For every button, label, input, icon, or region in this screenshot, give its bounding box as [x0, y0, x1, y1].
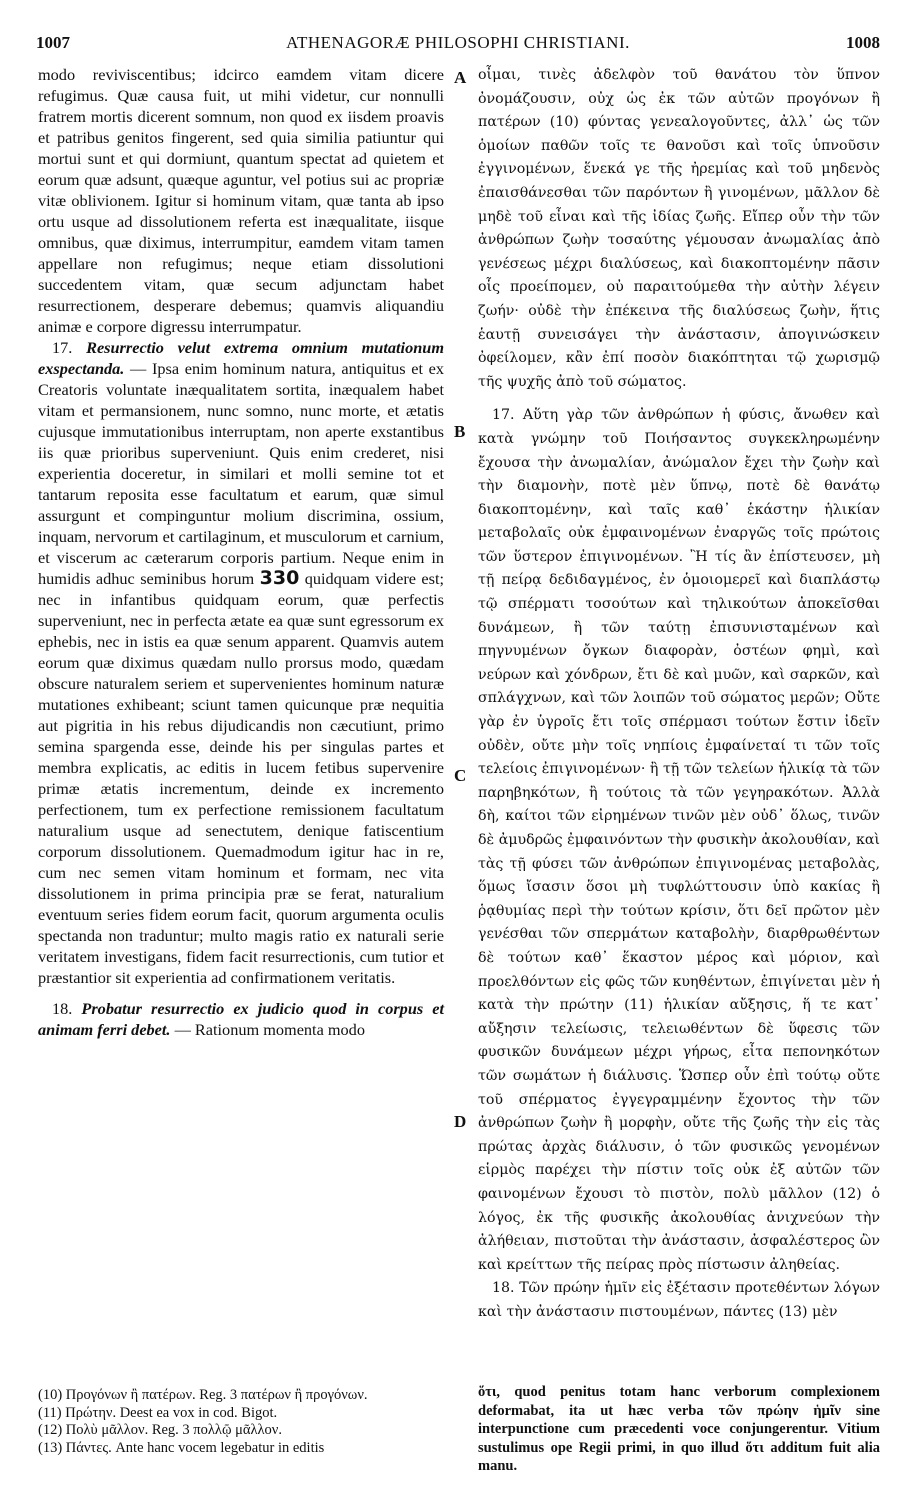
footnotes-left — [38, 1387, 448, 1457]
latin-paragraph-1: modo reviviscentibus; idcirco eamdem vitam dicere refugimus. Quæ causa fuit, ut mihi videtur, cur nonnulli fratrem mortis dicerent somnum, non quod ex iisdem proavis et patribus genitos fingerent, sed quia similia patiuntur qui mortui sunt et qui dormiunt, quantum spectat ad quietem et eorum quæ adsunt, quæque aguntur, vel potius sui ac propriæ vitæ oblivionem. Igitur si hominum vitam, quæ tanta ab ipso ortu usque ad dissolutionem referta est inæqualitate, iisque omnibus, quæ diximus, interrumpitur, eamdem vitam tamen appellare non refugimus; neque etiam dissolutioni succedentem vitam, quæ secum adjunctam habet resurrectionem, desperare debemus; quamvis aliquandiu animæ e corpore digressu interrumpatur. — [38, 65, 444, 336]
margin-letter-a: A — [454, 68, 467, 87]
margin-letter-d: D — [454, 1112, 467, 1131]
section-number: 18. — [52, 999, 73, 1018]
greek-column — [478, 64, 880, 1324]
latin-section-17 — [38, 337, 444, 988]
footnote: (12) Πολὺ μᾶλλον. Reg. 3 πολλῷ μᾶλλον. — [38, 1422, 282, 1438]
page-number-left: 1007 — [36, 33, 70, 52]
footnote: (11) Πρώτην. Deest ea vox in cod. Bigot. — [38, 1404, 278, 1421]
section-title: Probatur resurrectio ex judicio quod in corpus et animam ferri debet. — [38, 999, 444, 1039]
footnote: (13) Πάντες. Ante hanc vocem legebatur in editis — [38, 1439, 325, 1456]
footnote-continuation: ὅτι, quod penitus totam hanc verborum complexionem deformabat, ita ut hæc verba τῶν πρώην ἡμῖν sine interpunctione cum præcedenti voce conjungerentur. Vitium sustulimus ope Regii primi, in quo illud ὅτι additum fuit alia manu. — [478, 1384, 880, 1474]
greek-section-18: 18. Τῶν πρώην ἡμῖν εἰς ἐξέτασιν προτεθέντων λόγων καὶ τὴν ἀνάστασιν πιστουμένων, πάντες (13) μὲν — [478, 1280, 880, 1320]
section-text-b: quidquam videre est; nec in infantibus quidquam eorum, quæ perfectis superveniunt, nec in perfecta ætate ea quæ sunt egressorum ex ephebis, nec in istis ea quæ senum apparent. Quamvis autem eorum quæ diximus quædam nullo prorsus modo, quædam obscure naturalem seriem et supervenientes hominum naturæ mutationes exhibeant; sciunt tamen quicunque præ nequitia aut pigritia in his rebus dijudicandis non cæcutiunt, primo semina spargenda esse, deinde his per singulas partes et membra explicatis, ac editis in lucem fetibus supervenire primæ ætatis incrementum, deinde ex incremento perfectionem, tum ex perfectione remissionem facultatum naturalium usque ad senectutem, denique fatiscentium corporum dissolutionem. Quemadmodum igitur hac in re, cum nec semen vitam hominum et formam, nec vita dissolutionem in prima principia præ se ferat, naturalium eventuum series fidem eorum facit, quorum argumenta oculis spectanda non traduntur; multo magis ratio ex naturali serie veritatem investigans, fidem facit resurrectionis, cum tutior et præstantior sit experientia ad confirmationem veritatis. — [38, 569, 445, 987]
section-text: — Rationum momenta modo — [174, 1020, 365, 1039]
latin-section-18 — [38, 998, 444, 1040]
section-text-a: — Ipsa enim hominum natura, antiquitus et ex Creatoris voluntate inæqualitatem sortita, inæqualem habet vitam et permansionem, nunc somno, nunc morte, et ætatis cujusque immutationibus interruptam, non aperte exstantibus iis quæ prioribus superveniunt. Quis enim crederet, nisi experientia doceretur, in similari et molli semine tot et tantarum reposita esse facultatum et earum, quæ simul assurgunt et compinguntur molium discrimina, ossium, inquam, nervorum et cartilaginum, et musculorum et carnium, et viscerum ac cæterarum corporis partium. Neque enim in humidis adhuc seminibus horum — [38, 359, 445, 588]
margin-letter-b: B — [454, 422, 466, 441]
running-title: ATHENAGORÆ PHILOSOPHI CHRISTIANI. — [286, 33, 630, 52]
page-marker-number: 330 — [259, 567, 300, 589]
latin-column — [38, 64, 444, 1040]
footnotes-right — [478, 1383, 880, 1476]
section-number: 17. — [52, 338, 73, 357]
page-number-right: 1008 — [846, 33, 880, 52]
margin-letter-c: C — [454, 766, 467, 785]
page-header — [36, 33, 880, 57]
greek-section-17: 17. Αὕτη γὰρ τῶν ἀνθρώπων ἡ φύσις, ἄνωθεν καὶ κατὰ γνώμην τοῦ Ποιήσαντος συγκεκληρωμένην ἔχουσα τὴν ἀνωμαλίαν, ἀνώμαλον ἔχει τὴν ζωὴν καὶ τὴν διαμονὴν, ποτὲ μὲν ὕπνῳ, ποτὲ δὲ θανάτῳ διακοπτομένην, καὶ ταῖς καθ᾽ ἑκάστην ἡλικίαν μεταβολαῖς οὐκ ἐμφαινομένων ἐναργῶς τοῖς πρώτοις τῶν ὕστερον ἐπιγινομένων. Ἢ τίς ἂν ἐπίστευσεν, μὴ τῇ πείρᾳ δεδιδαγμένος, ἐν ὁμοιομερεῖ καὶ διαπλάστῳ τῷ σπέρματι τοσούτων καὶ τηλικούτων ἀποκεῖσθαι δυνάμεων, ἢ τῶν ταύτῃ ἐπισυνισταμένων καὶ πηγνυμένων ὄγκων διαφορὰν, ὀστέων φημὶ, καὶ νεύρων καὶ χόνδρων, ἔτι δὲ καὶ μυῶν, καὶ σαρκῶν, καὶ σπλάγχνων, καὶ τῶν λοιπῶν τοῦ σώματος μερῶν; Οὔτε γὰρ ἐν ὑγροῖς ἔτι τοῖς σπέρμασι τούτων ἔστιν ἰδεῖν οὐδὲν, οὔτε μὴν τοῖς νηπίοις ἐμφαίνεταί τι τῶν τοῖς τελείοις ἐπιγινομένων· ἢ τῇ τῶν τελείων ἡλικίᾳ τὰ τῶν παρηβηκότων, ἢ τούτοις τὰ τῶν γεγηρακότων. Ἀλλὰ δὴ, καίτοι τῶν εἰρημένων τινῶν μὲν οὐδ᾽ ὅλως, τινῶν δὲ ἀμυδρῶς ἐμφαινόντων τὴν φυσικὴν ἀκολουθίαν, καὶ τὰς τῇ φύσει τῶν ἀνθρώπων ἐπιγινομένας μεταβολὰς, ὅμως ἴσασιν ὅσοι μὴ τυφλώττουσιν ὑπὸ κακίας ἢ ῥᾳθυμίας περὶ τὴν τούτων κρίσιν, ὅτι δεῖ πρῶτον μὲν γενέσθαι τῶν σπερμάτων καταβολὴν, διαρθρωθέντων δὲ τούτων καθ᾽ ἕκαστον μέρος καὶ μόριον, καὶ προελθόντων εἰς φῶς τῶν κυηθέντων, ἐπιγίνεται μὲν ἡ κατὰ τὴν πρώτην (11) ἡλικίαν αὔξησις, ἥ τε κατ᾽ αὔξησιν τελείωσις, τελειωθέντων δὲ ὕφεσις τῶν φυσικῶν δυνάμεων μέχρι γήρως, εἶτα πεπονηκότων τῶν σωμάτων ἡ διάλυσις. Ὥσπερ οὖν ἐπὶ τούτῳ οὔτε τοῦ σπέρματος ἐγγεγραμμένην ἔχοντος τὴν τῶν ἀνθρώπων ζωὴν ἢ μορφὴν, οὔτε τῆς ζωῆς τὴν εἰς τὰς πρώτας ἀρχὰς διάλυσιν, ὁ τῶν φυσικῶς γενομένων εἱρμὸς παρέχει τὴν πίστιν τοῖς οὐκ ἐξ αὐτῶν τῶν φαινομένων ἔχουσι τὸ πιστὸν, πολὺ μᾶλλον (12) ὁ λόγος, ἐκ τῆς φυσικῆς ἀκολουθίας ἀνιχνεύων τὴν ἀλήθειαν, πιστοῦται τὴν ἀνάστασιν, ἀσφαλέστερος ὢν καὶ κρείττων τῆς πείρας πρὸς πίστωσιν ἀληθείας. — [478, 407, 880, 1273]
greek-paragraph-1: οἶμαι, τινὲς ἀδελφὸν τοῦ θανάτου τὸν ὕπνον ὀνομάζουσιν, οὐχ ὡς ἐκ τῶν αὐτῶν προγόνων ἢ πατέρων (10) φύντας γενεαλογοῦντες, ἀλλ᾽ ὡς τῶν ὁμοίων παθῶν τοῖς τε θανοῦσι καὶ τοῖς ὑπνοῦσιν ἐγγινομένων, ἕνεκά γε τῆς ἠρεμίας καὶ τοῦ μηδενὸς ἐπαισθάνεσθαι τῶν παρόντων ἢ γινομένων, μᾶλλον δὲ μηδὲ τοῦ εἶναι καὶ τῆς ἰδίας ζωῆς. Εἴπερ οὖν τὴν τῶν ἀνθρώπων ζωὴν τοσαύτης γέμουσαν ἀνωμαλίας ἀπὸ γενέσεως μέχρι διαλύσεως, καὶ διακοπτομένην πᾶσιν οἷς προείπομεν, οὐ παραιτούμεθα τὴν αὐτὴν λέγειν ζωήν· οὐδὲ τὴν ἐπέκεινα τῆς διαλύσεως ζωὴν, ἥτις ἑαυτῇ συνεισάγει τὴν ἀνάστασιν, ἀπογινώσκειν ὀφείλομεν, κἂν ἐπί ποσὸν διακόπτηται τῷ χωρισμῷ τῆς ψυχῆς ἀπὸ τοῦ σώματος. — [478, 67, 880, 390]
section-title: Resurrectio velut extrema omnium mutationum exspectanda. — [38, 338, 444, 378]
footnote: (10) Προγόνων ἢ πατέρων. Reg. 3 πατέρων ἢ προγόνων. — [38, 1387, 368, 1403]
